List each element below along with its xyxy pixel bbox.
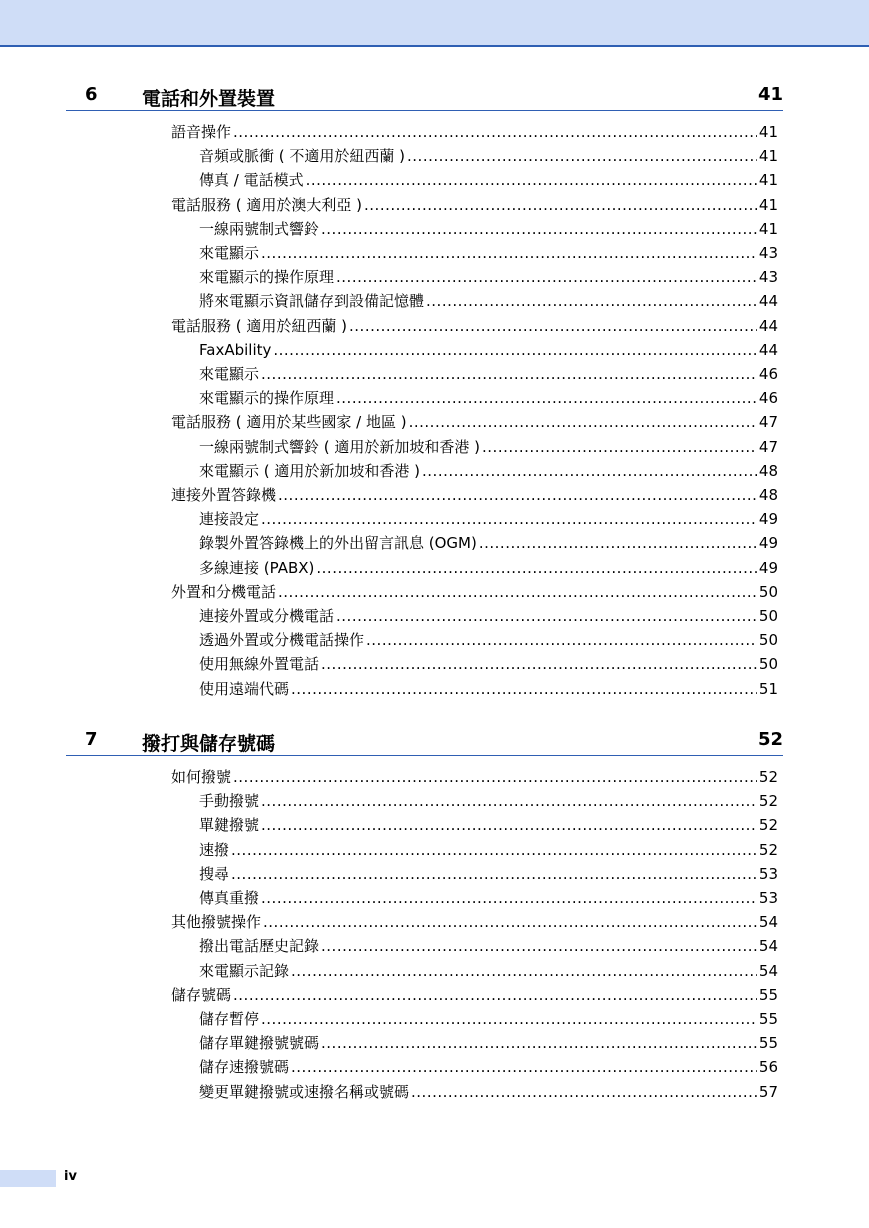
dot-leader xyxy=(261,242,757,264)
toc-entry[interactable] xyxy=(199,169,778,191)
toc-entry-title: 來電顯示 ( 適用於新加坡和香港 ) xyxy=(199,461,421,480)
toc-entry-page: 43 xyxy=(758,244,778,262)
toc-entry-title: 連接外置答錄機 xyxy=(171,486,277,504)
toc-entry[interactable] xyxy=(171,411,778,433)
toc-entry-page: 44 xyxy=(758,340,778,359)
toc-entry-page: 49 xyxy=(758,534,778,553)
toc-entry-page: 52 xyxy=(758,792,778,811)
dot-leader xyxy=(291,960,757,982)
toc-entry[interactable] xyxy=(199,387,778,409)
toc-entry-page: 41 xyxy=(758,147,778,166)
toc-entry-page: 55 xyxy=(758,985,778,1004)
toc-entry-page: 50 xyxy=(758,607,778,625)
toc-entry-page: 43 xyxy=(758,268,778,287)
footer-page-number: iv xyxy=(64,1169,77,1184)
dot-leader xyxy=(261,887,757,909)
toc-entry[interactable] xyxy=(199,863,778,885)
dot-leader xyxy=(364,194,757,216)
toc-entry-title: 電話服務 ( 適用於紐西蘭 ) xyxy=(171,316,348,335)
dot-leader xyxy=(336,605,757,627)
toc-entry-page: 46 xyxy=(758,365,778,383)
toc-entry-page: 48 xyxy=(758,461,778,480)
dot-leader xyxy=(231,839,757,861)
toc-entry-title: 速撥 xyxy=(199,840,230,859)
dot-leader xyxy=(278,484,757,506)
dot-leader xyxy=(321,935,757,957)
toc-entry-title: 音頻或脈衝 ( 不適用於紐西蘭 ) xyxy=(199,147,406,166)
toc-entry-title: 連接外置或分機電話 xyxy=(199,607,335,625)
toc-entry-page: 41 xyxy=(758,123,778,141)
toc-entry[interactable] xyxy=(199,363,778,385)
toc-entry-page: 50 xyxy=(758,631,778,650)
toc-entry[interactable] xyxy=(171,911,778,933)
toc-entry-title: 來電顯示記錄 xyxy=(199,961,290,980)
toc-entry[interactable] xyxy=(199,887,778,909)
dot-leader xyxy=(231,863,757,885)
toc-entry-title: 如何撥號 xyxy=(171,768,232,786)
chapter-7-heading[interactable] xyxy=(66,725,783,756)
toc-entry-page: 44 xyxy=(758,316,778,335)
dot-leader xyxy=(261,363,757,385)
toc-entry[interactable] xyxy=(199,436,778,458)
dot-leader xyxy=(407,145,757,167)
toc-entry[interactable] xyxy=(199,145,778,167)
dot-leader xyxy=(409,411,757,433)
chapter-title: 撥打與儲存號碼 xyxy=(142,733,276,755)
toc-entry-page: 41 xyxy=(758,195,778,214)
dot-leader xyxy=(321,218,757,240)
dot-leader xyxy=(261,508,757,530)
toc-entry[interactable] xyxy=(171,766,778,788)
toc-entry[interactable] xyxy=(199,790,778,812)
toc-entry[interactable] xyxy=(199,242,778,264)
toc-entry-title: 傳真重撥 xyxy=(199,889,260,907)
dot-leader xyxy=(411,1081,757,1103)
toc-entry-page: 53 xyxy=(758,864,778,883)
toc-entry-page: 52 xyxy=(758,816,778,835)
toc-entry[interactable] xyxy=(199,814,778,836)
dot-leader xyxy=(263,911,757,933)
toc-entry-title: 其他撥號操作 xyxy=(171,913,262,932)
toc-entry-page: 49 xyxy=(758,558,778,577)
toc-entry-page: 54 xyxy=(758,937,778,956)
toc-entry-page: 44 xyxy=(758,292,778,311)
dot-leader xyxy=(422,460,757,482)
toc-entry-title: 撥出電話歷史記錄 xyxy=(199,937,320,956)
toc-entry-title: 使用無線外置電話 xyxy=(199,655,320,674)
dot-leader xyxy=(306,169,757,191)
toc-entry-title: 來電顯示 xyxy=(199,365,260,383)
toc-entry[interactable] xyxy=(199,1008,778,1030)
toc-entry[interactable] xyxy=(171,984,778,1006)
toc-entry[interactable] xyxy=(199,1081,778,1103)
toc-entry-page: 51 xyxy=(758,679,778,698)
toc-entry[interactable] xyxy=(199,557,778,579)
toc-entry-page: 48 xyxy=(758,486,778,504)
toc-entry-title: 手動撥號 xyxy=(199,792,260,811)
toc-entry-page: 50 xyxy=(758,655,778,674)
toc-entry[interactable] xyxy=(199,508,778,530)
toc-entry-title: 儲存暫停 xyxy=(199,1010,260,1028)
dot-leader xyxy=(426,290,757,312)
dot-leader xyxy=(261,790,757,812)
toc-entry-title: 透過外置或分機電話操作 xyxy=(199,631,365,650)
toc-entry-title: 變更單鍵撥號或速撥名稱或號碼 xyxy=(199,1082,410,1101)
toc-entry-page: 54 xyxy=(758,913,778,932)
toc-entry[interactable] xyxy=(199,339,778,361)
chapter-page: 52 xyxy=(757,729,783,750)
toc-entry[interactable] xyxy=(199,266,778,288)
toc-entry-title: 儲存單鍵撥號號碼 xyxy=(199,1034,320,1053)
toc-entry-title: 使用遠端代碼 xyxy=(199,679,290,698)
toc-entry[interactable] xyxy=(171,121,778,143)
dot-leader xyxy=(482,436,757,458)
dot-leader xyxy=(479,532,757,554)
toc-entry-page: 41 xyxy=(758,171,778,190)
toc-entry-title: 語音操作 xyxy=(171,123,232,141)
toc-entry-page: 55 xyxy=(758,1010,778,1028)
dot-leader xyxy=(336,266,757,288)
toc-entry-page: 53 xyxy=(758,889,778,907)
dot-leader xyxy=(261,814,757,836)
toc-entry-title: 多線連接 (PABX) xyxy=(199,558,315,577)
toc-entry-title: 將來電顯示資訊儲存到設備記憶體 xyxy=(199,292,425,311)
toc-entry-page: 46 xyxy=(758,389,778,408)
toc-entry[interactable] xyxy=(199,1032,778,1054)
chapter-title: 電話和外置裝置 xyxy=(142,88,276,110)
toc-entry[interactable] xyxy=(199,960,778,982)
dot-leader xyxy=(291,1056,757,1078)
toc-entry-title: 錄製外置答錄機上的外出留言訊息 (OGM) xyxy=(199,534,477,553)
dot-leader xyxy=(233,766,757,788)
toc-entry[interactable] xyxy=(199,629,778,651)
dot-leader xyxy=(291,678,757,700)
toc-entry-title: 外置和分機電話 xyxy=(171,582,277,601)
dot-leader xyxy=(278,581,757,603)
toc-entry-title: 來電顯示的操作原理 xyxy=(199,268,335,287)
toc-entry-page: 52 xyxy=(758,840,778,859)
toc-entry[interactable] xyxy=(199,653,778,675)
toc-entry[interactable] xyxy=(199,218,778,240)
toc-entry-title: 單鍵撥號 xyxy=(199,816,260,835)
toc-entry-page: 52 xyxy=(758,768,778,786)
toc-entry[interactable] xyxy=(199,460,778,482)
footer-bar xyxy=(0,1170,56,1187)
toc-entry[interactable] xyxy=(199,935,778,957)
header-band xyxy=(0,0,869,47)
toc-entry[interactable] xyxy=(171,194,778,216)
toc-entry-title: 來電顯示的操作原理 xyxy=(199,389,335,408)
toc-entry-page: 41 xyxy=(758,219,778,238)
toc-entry-page: 55 xyxy=(758,1034,778,1053)
chapter-page: 41 xyxy=(757,84,783,105)
dot-leader xyxy=(261,1008,757,1030)
dot-leader xyxy=(316,557,757,579)
chapter-number: 6 xyxy=(85,84,98,105)
chapter-6-heading[interactable] xyxy=(66,80,783,111)
toc-entry-title: 連接設定 xyxy=(199,510,260,529)
toc-entry-page: 49 xyxy=(758,510,778,529)
dot-leader xyxy=(366,629,757,651)
toc-entry-page: 54 xyxy=(758,961,778,980)
toc-entry-title: 電話服務 ( 適用於澳大利亞 ) xyxy=(171,195,363,214)
toc-entry-title: 儲存速撥號碼 xyxy=(199,1058,290,1077)
chapter-number: 7 xyxy=(85,729,98,750)
toc-entry-title: 傳真 / 電話模式 xyxy=(199,171,304,190)
toc-entry[interactable] xyxy=(171,484,778,506)
dot-leader xyxy=(233,984,757,1006)
toc-entry-title: FaxAbility xyxy=(199,340,272,359)
dot-leader xyxy=(321,653,757,675)
toc-entry[interactable] xyxy=(199,678,778,700)
dot-leader xyxy=(349,315,757,337)
toc-entry-title: 來電顯示 xyxy=(199,244,260,262)
toc-entry-page: 50 xyxy=(758,582,778,601)
toc-entry-title: 電話服務 ( 適用於某些國家 / 地區 ) xyxy=(171,413,407,432)
toc-entry-title: 一線兩號制式響鈴 ( 適用於新加坡和香港 ) xyxy=(199,437,481,456)
toc-entry[interactable] xyxy=(171,581,778,603)
dot-leader xyxy=(336,387,757,409)
toc-entry-page: 57 xyxy=(758,1082,778,1101)
toc-entry[interactable] xyxy=(199,839,778,861)
toc-entry-title: 搜尋 xyxy=(199,864,230,883)
dot-leader xyxy=(233,121,757,143)
dot-leader xyxy=(273,339,757,361)
toc-entry[interactable] xyxy=(199,605,778,627)
toc-entry-page: 56 xyxy=(758,1058,778,1077)
toc-entry-page: 47 xyxy=(758,437,778,456)
toc-entry-title: 一線兩號制式響鈴 xyxy=(199,219,320,238)
dot-leader xyxy=(321,1032,757,1054)
toc-entry[interactable] xyxy=(199,532,778,554)
toc-entry[interactable] xyxy=(171,315,778,337)
toc-entry[interactable] xyxy=(199,290,778,312)
toc-entry-title: 儲存號碼 xyxy=(171,985,232,1004)
toc-entry-page: 47 xyxy=(758,413,778,432)
toc-entry[interactable] xyxy=(199,1056,778,1078)
